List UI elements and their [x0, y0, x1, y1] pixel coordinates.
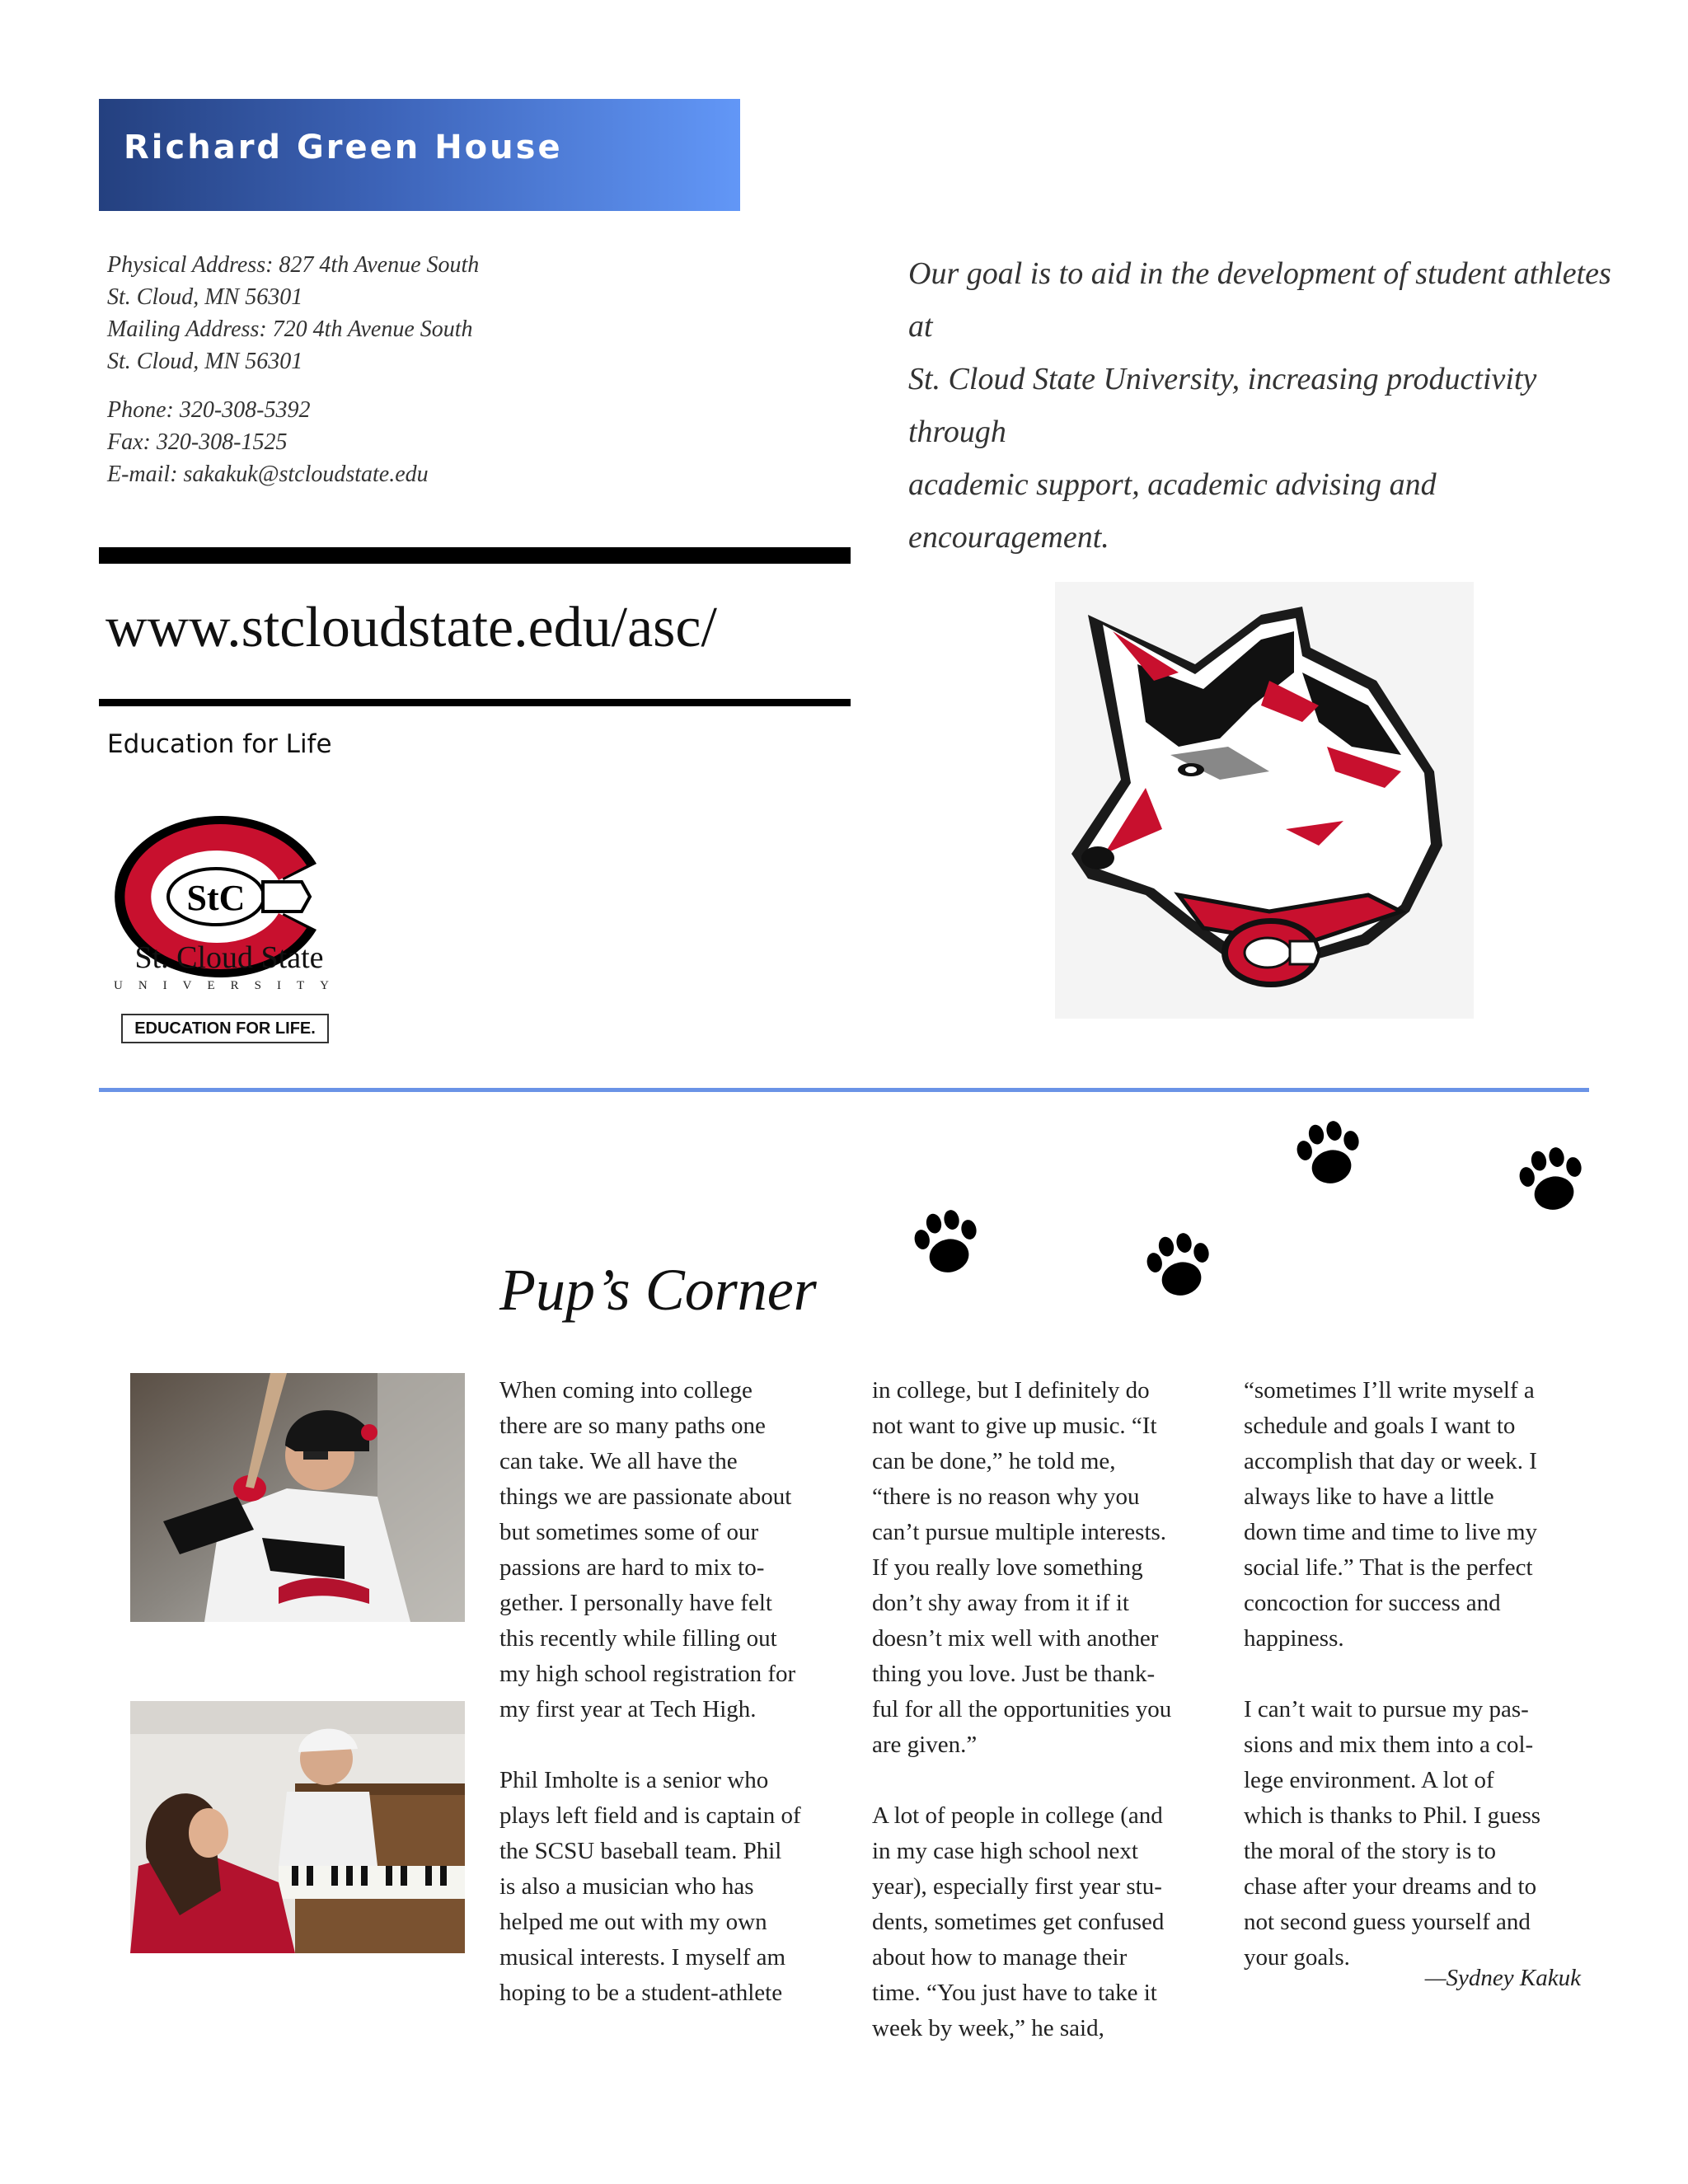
article-line: not second guess yourself and	[1244, 1909, 1531, 1935]
article-line: this recently while filling out	[499, 1625, 777, 1652]
article-line: helped me out with my own	[499, 1909, 767, 1935]
goal-line: St. Cloud State University, increasing productivity through	[908, 362, 1537, 449]
piano-lesson-photo	[130, 1701, 465, 1953]
baseball-player-photo	[130, 1373, 465, 1622]
article-line: social life.” That is the perfect	[1244, 1554, 1533, 1581]
article-line: passions are hard to mix to-	[499, 1554, 765, 1581]
address-block	[107, 249, 536, 377]
article-line: don’t shy away from it if it	[872, 1590, 1129, 1616]
article-line: week by week,” he said,	[872, 2015, 1104, 2041]
article-line: plays left field and is captain of	[499, 1802, 801, 1829]
husky-mascot	[1055, 582, 1474, 1019]
address-line: St. Cloud, MN 56301	[107, 349, 303, 374]
article-line: there are so many paths one	[499, 1413, 766, 1439]
article-line: ful for all the opportunities you	[872, 1696, 1172, 1722]
article-line: accomplish that day or week. I	[1244, 1448, 1537, 1474]
article-line: hoping to be a student-athlete	[499, 1980, 783, 2006]
article-column-1	[499, 1373, 801, 2011]
article-line: year), especially first year stu-	[872, 1873, 1162, 1900]
scsu-university-label: UNIVERSITY	[114, 979, 345, 992]
article-line: doesn’t mix well with another	[872, 1625, 1159, 1652]
article-line: musical interests. I myself am	[499, 1944, 786, 1971]
article-line: the moral of the story is to	[1244, 1838, 1497, 1864]
paw-print-icon	[1510, 1142, 1592, 1216]
article-line: When coming into college	[499, 1377, 753, 1404]
article-line: thing you love. Just be thank-	[872, 1661, 1156, 1687]
goal-line: Our goal is to aid in the development of student athletes at	[908, 256, 1611, 344]
goal-statement	[908, 247, 1634, 564]
author-signature: —Sydney Kakuk	[1424, 1965, 1581, 1991]
address-line: St. Cloud, MN 56301	[107, 284, 303, 310]
article-line: my first year at Tech High.	[499, 1696, 757, 1722]
thick-divider	[99, 547, 851, 564]
scsu-wordmark: St. Cloud State	[134, 940, 324, 975]
paragraph-gap	[1244, 1657, 1540, 1692]
education-for-life-badge: EDUCATION FOR LIFE.	[121, 1014, 329, 1043]
pups-corner-title: Pup’s Corner	[499, 1257, 817, 1323]
svg-text:StC: StC	[186, 878, 246, 918]
article-line: are given.”	[872, 1732, 978, 1758]
article-line: about how to manage their	[872, 1944, 1128, 1971]
article-line: If you really love something	[872, 1554, 1143, 1581]
article-line: time. “You just have to take it	[872, 1980, 1157, 2006]
article-line: lege environment. A lot of	[1244, 1767, 1494, 1793]
address-line: Physical Address: 827 4th Avenue South	[107, 252, 480, 278]
article-line: in my case high school next	[872, 1838, 1138, 1864]
page-title: Richard Green House	[124, 129, 563, 166]
article-line: schedule and goals I want to	[1244, 1413, 1516, 1439]
article-line: concoction for success and	[1244, 1590, 1501, 1616]
article-line: I can’t wait to pursue my pas-	[1244, 1696, 1529, 1722]
paragraph-gap	[872, 1763, 1171, 1798]
article-line: sions and mix them into a col-	[1244, 1732, 1534, 1758]
article-line: dents, sometimes get confused	[872, 1909, 1165, 1935]
article-line: in college, but I definitely do	[872, 1377, 1150, 1404]
paw-print-icon	[905, 1205, 987, 1279]
article-line: but sometimes some of our	[499, 1519, 759, 1545]
article-line: “sometimes I’ll write myself a	[1244, 1377, 1535, 1404]
fax-line: Fax: 320-308-1525	[107, 429, 288, 455]
website-url: www.stcloudstate.edu/asc/	[106, 596, 717, 659]
article-line: happiness.	[1244, 1625, 1344, 1652]
thin-divider	[99, 699, 851, 706]
tagline: Education for Life	[107, 729, 332, 759]
email-line: E-mail: sakakuk@stcloudstate.edu	[107, 462, 429, 487]
article-line: my high school registration for	[499, 1661, 796, 1687]
article-line: is also a musician who has	[499, 1873, 754, 1900]
paragraph-gap	[499, 1727, 801, 1763]
article-line: always like to have a little	[1244, 1483, 1494, 1510]
paw-print-icon	[1287, 1116, 1370, 1190]
section-divider	[99, 1088, 1589, 1092]
article-column-3	[1244, 1373, 1540, 1975]
address-line: Mailing Address: 720 4th Avenue South	[107, 316, 473, 342]
article-line: your goals.	[1244, 1944, 1350, 1971]
article-line: can be done,” he told me,	[872, 1448, 1116, 1474]
article-line: Phil Imholte is a senior who	[499, 1767, 769, 1793]
article-line: A lot of people in college (and	[872, 1802, 1163, 1829]
article-line: “there is no reason why you	[872, 1483, 1140, 1510]
article-column-2	[872, 1373, 1171, 2046]
article-line: the SCSU baseball team. Phil	[499, 1838, 782, 1864]
article-line: down time and time to live my	[1244, 1519, 1538, 1545]
phone-line: Phone: 320-308-5392	[107, 397, 311, 423]
article-line: which is thanks to Phil. I guess	[1244, 1802, 1541, 1829]
article-line: gether. I personally have felt	[499, 1590, 772, 1616]
article-line: chase after your dreams and to	[1244, 1873, 1537, 1900]
contact-block	[107, 394, 536, 490]
article-line: things we are passionate about	[499, 1483, 792, 1510]
article-line: not want to give up music. “It	[872, 1413, 1157, 1439]
goal-line: academic support, academic advising and encouragement.	[908, 467, 1437, 555]
paw-print-icon	[1137, 1228, 1220, 1302]
article-line: can’t pursue multiple interests.	[872, 1519, 1167, 1545]
article-line: can take. We all have the	[499, 1448, 738, 1474]
